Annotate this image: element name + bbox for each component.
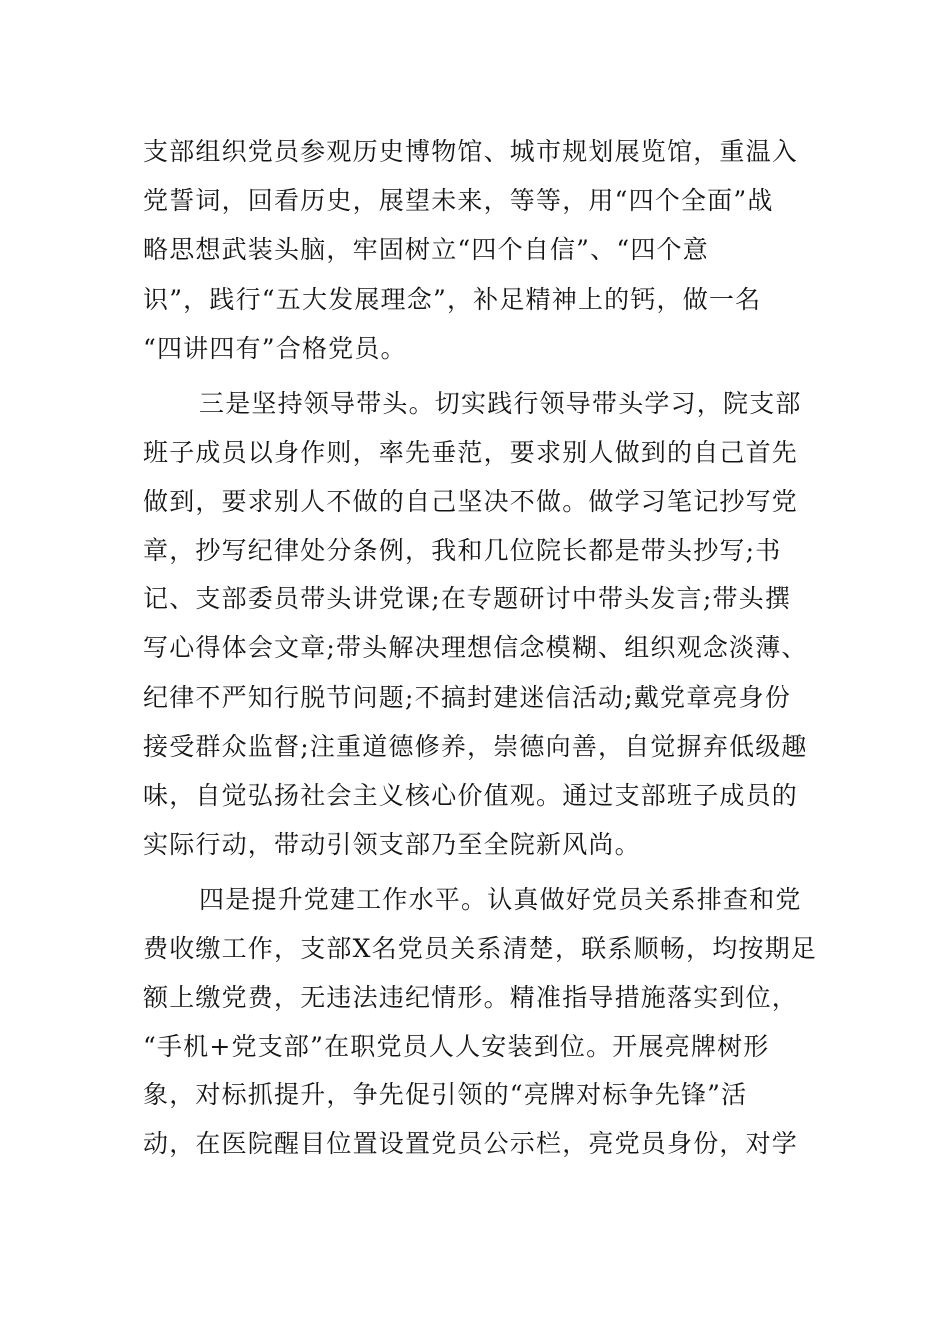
text-line: 略思想武装头脑，牢固树立“四个自信”、“四个意 [143,235,709,264]
paragraph-first-line: 四是提升党建工作水平。认真做好党员关系排查和党 [199,885,802,914]
text-line: “手机+党支部”在职党员人人安装到位。开展亮牌树形 [143,1032,770,1061]
text-line: 支部组织党员参观历史博物馆、城市规划展览馆，重温入 [143,137,799,166]
text-line: 接受群众监督;注重道德修养，崇德向善，自觉摒弃低级趣 [143,732,808,761]
text-line: 实际行动，带动引领支部乃至全院新风尚。 [143,830,641,859]
text-line: 象，对标抓提升，争先促引领的“亮牌对标争先锋”活 [143,1080,748,1109]
text-line: 记、支部委员带头讲党课;在专题研讨中带头发言;带头撰 [143,584,792,613]
paragraph-first-line: 三是坚持领导带头。切实践行领导带头学习，院支部 [199,389,802,418]
text-line: 味，自觉弘扬社会主义核心价值观。通过支部班子成员的 [143,781,799,810]
text-line: 写心得体会文章;带头解决理想信念模糊、组织观念淡薄、 [143,633,808,662]
text-line: 章，抄写纪律处分条例，我和几位院长都是带头抄写;书 [143,536,782,565]
text-line: 费收缴工作，支部X名党员关系清楚，联系顺畅，均按期足 [143,934,818,963]
text-line: 纪律不严知行脱节问题;不搞封建迷信活动;戴党章亮身份 [143,683,792,712]
text-line: 动，在医院醒目位置设置党员公示栏，亮党员身份，对学 [143,1129,799,1158]
text-line: 识”，践行“五大发展理念”，补足精神上的钙，做一名 [143,285,762,314]
text-line: 额上缴党费，无违法违纪情形。精准指导措施落实到位， [143,983,799,1012]
text-line: 党誓词，回看历史，展望未来，等等，用“四个全面”战 [143,186,774,215]
text-line: 班子成员以身作则，率先垂范，要求别人做到的自己首先 [143,438,799,467]
text-line: “四讲四有”合格党员。 [143,334,407,363]
text-line: 做到，要求别人不做的自己坚决不做。做学习笔记抄写党 [143,487,799,516]
